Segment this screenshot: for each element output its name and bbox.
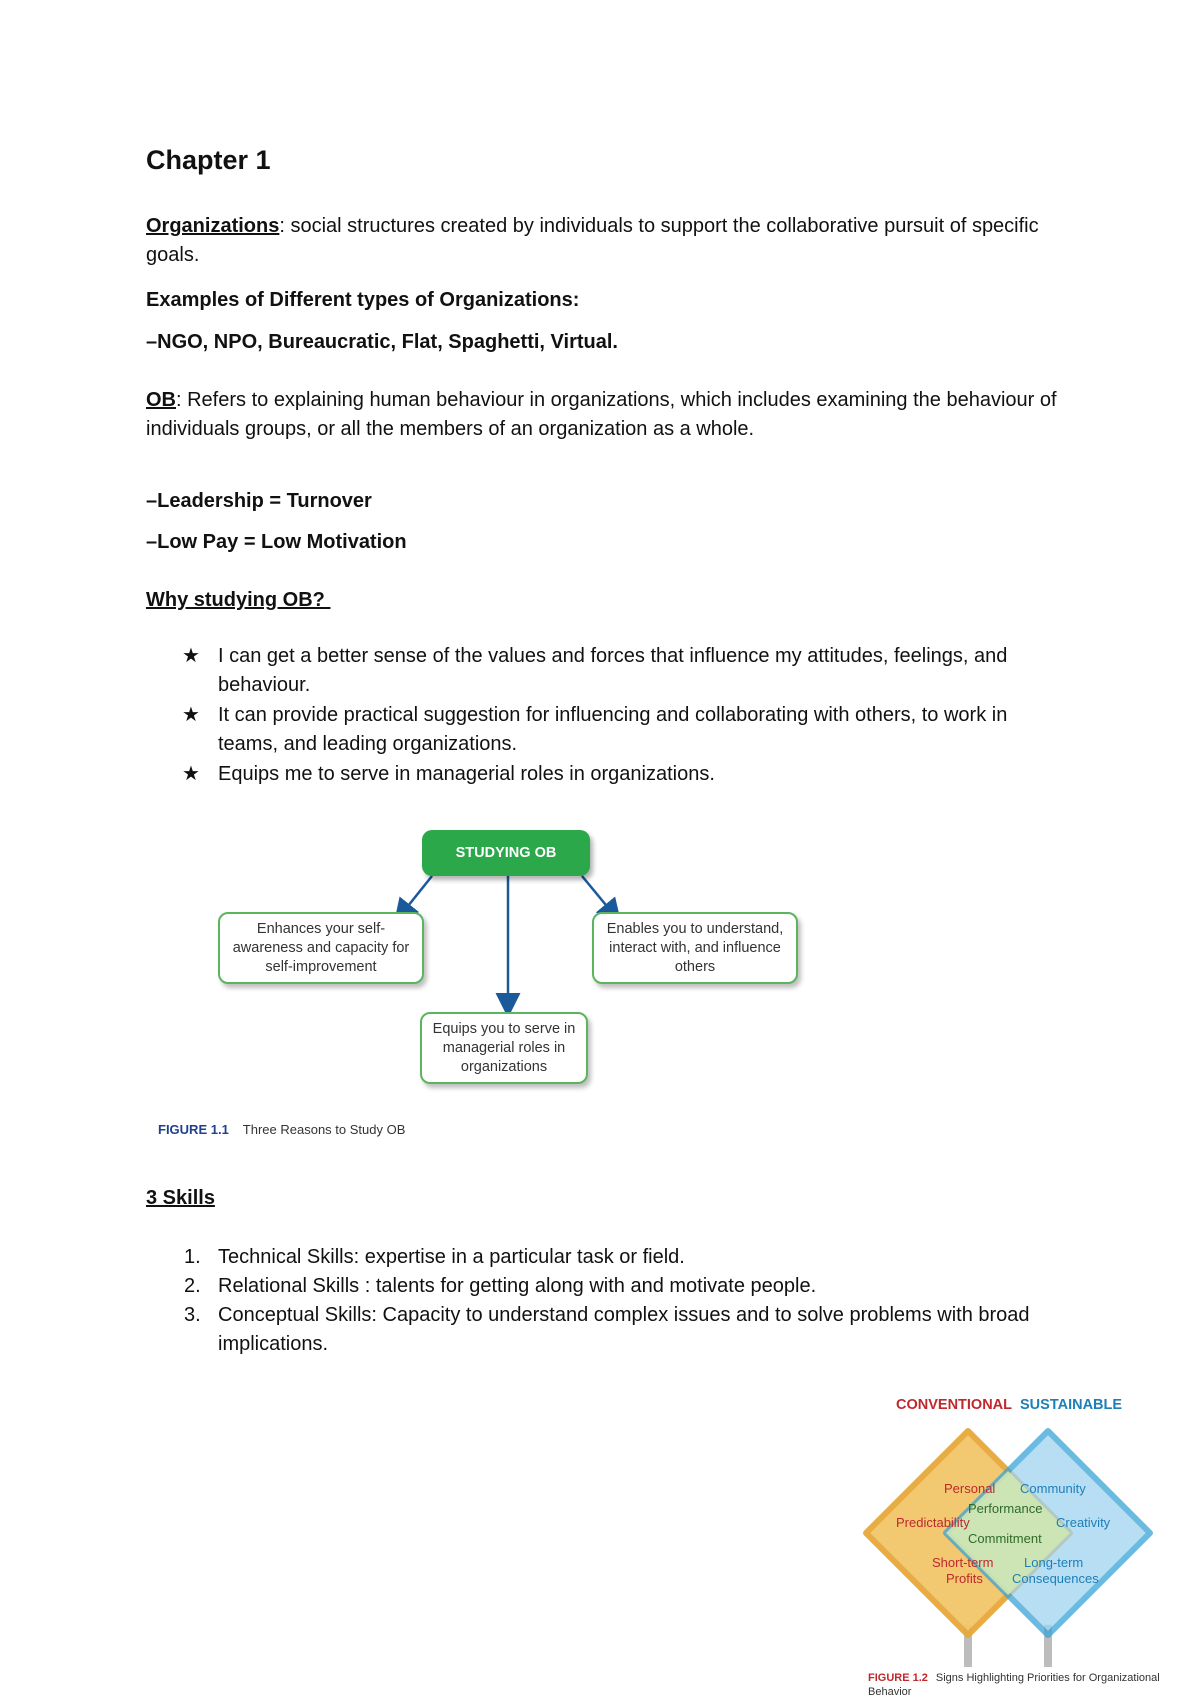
box-influence-others: Enables you to understand, interact with, and influence others: [592, 912, 798, 984]
examples-list: –NGO, NPO, Bureaucratic, Flat, Spaghetti, Virtual.: [146, 331, 618, 353]
organizations-definition: : social structures created by individuals to support the collaborative pursuit of specific goals.: [146, 215, 1039, 266]
label-conventional: CONVENTIONAL: [896, 1397, 1012, 1413]
arrow-left: [400, 876, 432, 916]
figure-1-2-caption: FIGURE 1.2 Signs Highlighting Priorities for Organizational Behavior: [868, 1672, 1160, 1698]
label-sustainable: SUSTAINABLE: [1020, 1397, 1123, 1413]
figure-1-1-caption: FIGURE 1.1 Three Reasons to Study OB: [158, 1122, 406, 1137]
list-item: 1. Technical Skills: expertise in a particular task or field.: [184, 1246, 685, 1268]
box-self-awareness: Enhances your self-awareness and capacity for self-improvement: [218, 912, 424, 984]
list-item: 3. Conceptual Skills: Capacity to understand complex issues and to solve problems with broad implications.: [184, 1304, 1030, 1355]
star-icon: ★: [182, 645, 200, 667]
chapter-title: Chapter 1: [146, 145, 271, 175]
list-item: 2. Relational Skills : talents for getting along with and motivate people.: [184, 1275, 817, 1297]
word-personal: Personal: [944, 1481, 996, 1496]
star-icon: ★: [182, 704, 200, 726]
word-consequences: Consequences: [1012, 1571, 1099, 1586]
ob-definition: : Refers to explaining human behaviour in organizations, which includes examining the behaviour of individuals groups, or all the members of an organization as a whole.: [146, 389, 1057, 440]
relation-leadership: –Leadership = Turnover: [146, 490, 372, 512]
examples-heading: Examples of Different types of Organizations:: [146, 289, 580, 311]
list-item: ★ Equips me to serve in managerial roles in organizations.: [182, 760, 1062, 789]
figure-1-2: [860, 1395, 1180, 1698]
arrow-right: [582, 876, 615, 916]
skills-heading: 3 Skills: [146, 1187, 215, 1209]
why-heading: Why studying OB?: [146, 589, 331, 611]
word-long-term: Long-term: [1024, 1555, 1084, 1570]
signs-graphic: [860, 1415, 1180, 1677]
figure-1-1: [150, 820, 830, 1140]
word-creativity: Creativity: [1056, 1515, 1111, 1530]
word-commitment: Commitment: [968, 1531, 1042, 1546]
list-item: ★ It can provide practical suggestion for influencing and collaborating with others, to work in teams, and leading organizations.: [182, 701, 1062, 759]
organizations-paragraph: [146, 212, 1086, 270]
relation-low-pay: –Low Pay = Low Motivation: [146, 531, 407, 553]
word-profits: Profits: [946, 1571, 983, 1586]
box-managerial-roles: Equips you to serve in managerial roles in organizations: [420, 1012, 588, 1084]
star-icon: ★: [182, 763, 200, 785]
word-short-term: Short-term: [932, 1555, 994, 1570]
organizations-term: Organizations: [146, 215, 280, 237]
skills-list: [182, 1243, 1062, 1359]
why-bullet-list: [182, 642, 1062, 790]
word-predictability: Predictability: [896, 1515, 970, 1530]
studying-ob-box: STUDYING OB: [422, 830, 590, 876]
ob-term: OB: [146, 389, 176, 411]
word-community: Community: [1020, 1481, 1086, 1496]
list-item: ★ I can get a better sense of the values and forces that influence my attitudes, feelings, and behaviour.: [182, 642, 1062, 700]
word-performance: Performance: [968, 1501, 1043, 1516]
ob-paragraph: [146, 386, 1086, 444]
